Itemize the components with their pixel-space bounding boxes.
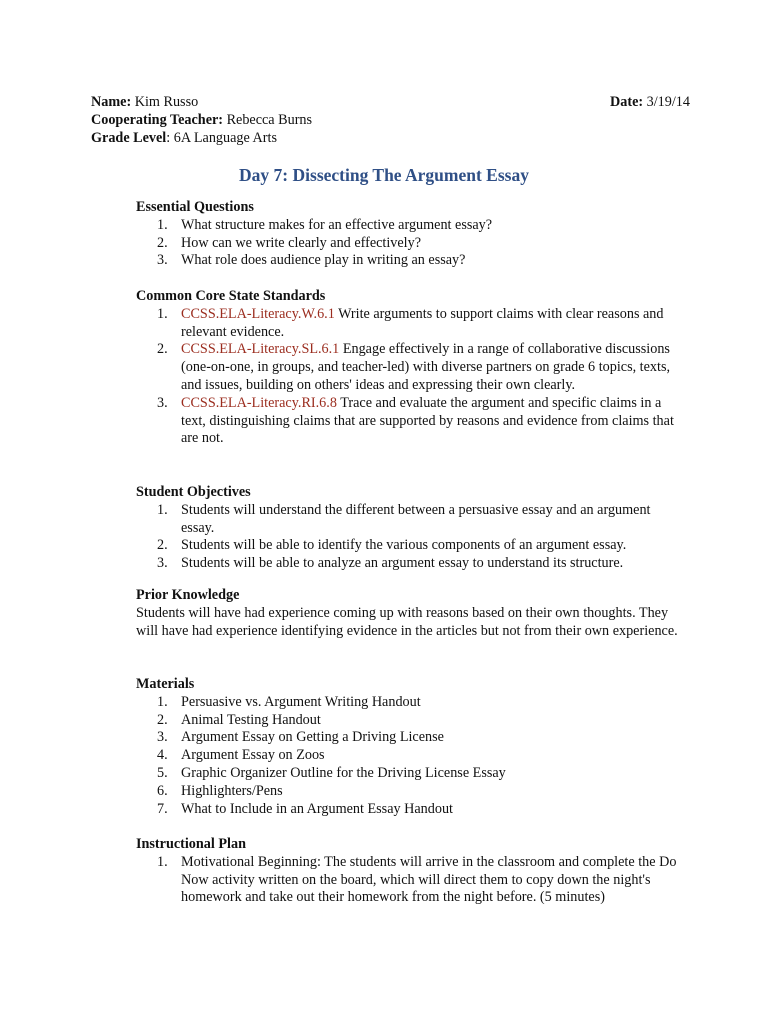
lesson-header — [91, 94, 691, 147]
essential-questions-section — [136, 199, 681, 270]
list-number: 1. — [157, 693, 168, 710]
list-number: 1. — [157, 501, 168, 518]
teacher-line — [91, 112, 691, 130]
list-number: 7. — [157, 800, 168, 817]
name-value: Kim Russo — [134, 94, 199, 110]
list-number: 3. — [157, 252, 168, 269]
list-text: Students will be able to analyze an argument essay to understand its structure. — [181, 555, 624, 572]
list-item — [136, 712, 681, 730]
list-text: What role does audience play in writing an essay? — [181, 252, 466, 269]
grade-value: : 6A Language Arts — [166, 129, 277, 146]
list-number: 2. — [157, 234, 168, 251]
list-number: 5. — [157, 764, 168, 781]
name-label: Name: — [91, 94, 132, 110]
standards-list — [136, 306, 681, 448]
list-item — [136, 217, 681, 235]
list-text: Highlighters/Pens — [181, 782, 283, 799]
date-line — [610, 94, 690, 112]
list-number: 1. — [157, 853, 168, 870]
materials-section — [136, 676, 681, 818]
list-item — [136, 306, 681, 342]
list-number: 3. — [157, 729, 168, 746]
list-item — [136, 801, 681, 819]
list-item — [136, 537, 681, 555]
list-item — [136, 783, 681, 801]
list-text: Students will understand the different between a persuasive essay and an argument essay. — [181, 501, 651, 536]
list-number: 4. — [157, 747, 168, 764]
list-item — [136, 747, 681, 765]
list-item — [136, 395, 681, 448]
list-number: 2. — [157, 341, 168, 358]
teacher-value: Rebecca Burns — [226, 111, 313, 128]
list-item — [136, 694, 681, 712]
list-number: 1. — [157, 305, 168, 322]
list-number: 6. — [157, 782, 168, 799]
instructional-plan-section — [136, 836, 681, 907]
list-item — [136, 252, 681, 270]
list-text: Motivational Beginning: The students will arrive in the classroom and complete the Do Now activity written on the board, which will direct them to copy down the night's homework and take out their homework from the night before. (5 minutes) — [181, 853, 677, 906]
list-text: What to Include in an Argument Essay Handout — [181, 800, 454, 817]
prior-knowledge-section — [136, 587, 681, 640]
list-text: Persuasive vs. Argument Writing Handout — [181, 693, 421, 710]
list-text: Argument Essay on Getting a Driving License — [181, 729, 444, 746]
list-item — [136, 341, 681, 394]
name-line — [91, 94, 691, 112]
standard-code-link[interactable]: CCSS.ELA-Literacy.SL.6.1 — [181, 341, 340, 358]
essential-questions-list — [136, 217, 681, 270]
list-item — [136, 555, 681, 573]
list-text: Write arguments to support claims with clear reasons and relevant evidence. — [181, 305, 664, 340]
list-text: Students will be able to identify the various components of an argument essay. — [181, 537, 627, 554]
list-item — [136, 765, 681, 783]
instructional-plan-list — [136, 854, 681, 907]
list-text: Argument Essay on Zoos — [181, 747, 325, 764]
grade-label: Grade Level — [91, 129, 167, 146]
list-number: 2. — [157, 711, 168, 728]
essential-questions-heading: Essential Questions — [136, 199, 254, 215]
objectives-section — [136, 484, 681, 573]
list-item — [136, 854, 681, 907]
list-number: 3. — [157, 555, 168, 572]
standards-section — [136, 288, 681, 448]
list-text: Engage effectively in a range of collaborative discussions (one-on-one, in groups, and teacher-led) with diverse partners on grade 6 topics, texts, and issues, building on others' ideas and expressing their own clearly. — [181, 341, 671, 393]
date-value: 3/19/14 — [646, 94, 690, 110]
list-text: What structure makes for an effective argument essay? — [181, 216, 493, 233]
list-text: Animal Testing Handout — [181, 711, 321, 728]
prior-knowledge-heading: Prior Knowledge — [136, 587, 240, 603]
standards-heading: Common Core State Standards — [136, 288, 326, 304]
objectives-list — [136, 502, 681, 573]
list-item — [136, 235, 681, 253]
list-text: How can we write clearly and effectively? — [181, 234, 422, 251]
standard-code-link[interactable]: CCSS.ELA-Literacy.RI.6.8 — [181, 394, 337, 411]
grade-line — [91, 130, 691, 148]
list-number: 3. — [157, 394, 168, 411]
list-number: 2. — [157, 537, 168, 554]
standard-code-link[interactable]: CCSS.ELA-Literacy.W.6.1 — [181, 305, 335, 322]
list-item — [136, 729, 681, 747]
materials-heading: Materials — [136, 676, 195, 692]
teacher-label: Cooperating Teacher: — [91, 111, 224, 128]
lesson-title: Day 7: Dissecting The Argument Essay — [239, 165, 529, 185]
list-text: Graphic Organizer Outline for the Driving License Essay — [181, 764, 506, 781]
materials-list — [136, 694, 681, 819]
objectives-heading: Student Objectives — [136, 484, 251, 500]
prior-knowledge-text: Students will have had experience coming up with reasons based on their own thoughts. They will have had experience identifying evidence in the articles but not from their own experience. — [136, 604, 678, 639]
list-item — [136, 502, 681, 538]
date-label: Date: — [610, 94, 644, 110]
list-number: 1. — [157, 216, 168, 233]
instructional-plan-heading: Instructional Plan — [136, 836, 246, 852]
list-text: Trace and evaluate the argument and specific claims in a text, distinguishing claims that are supported by reasons and evidence from claims that are not. — [181, 394, 674, 447]
